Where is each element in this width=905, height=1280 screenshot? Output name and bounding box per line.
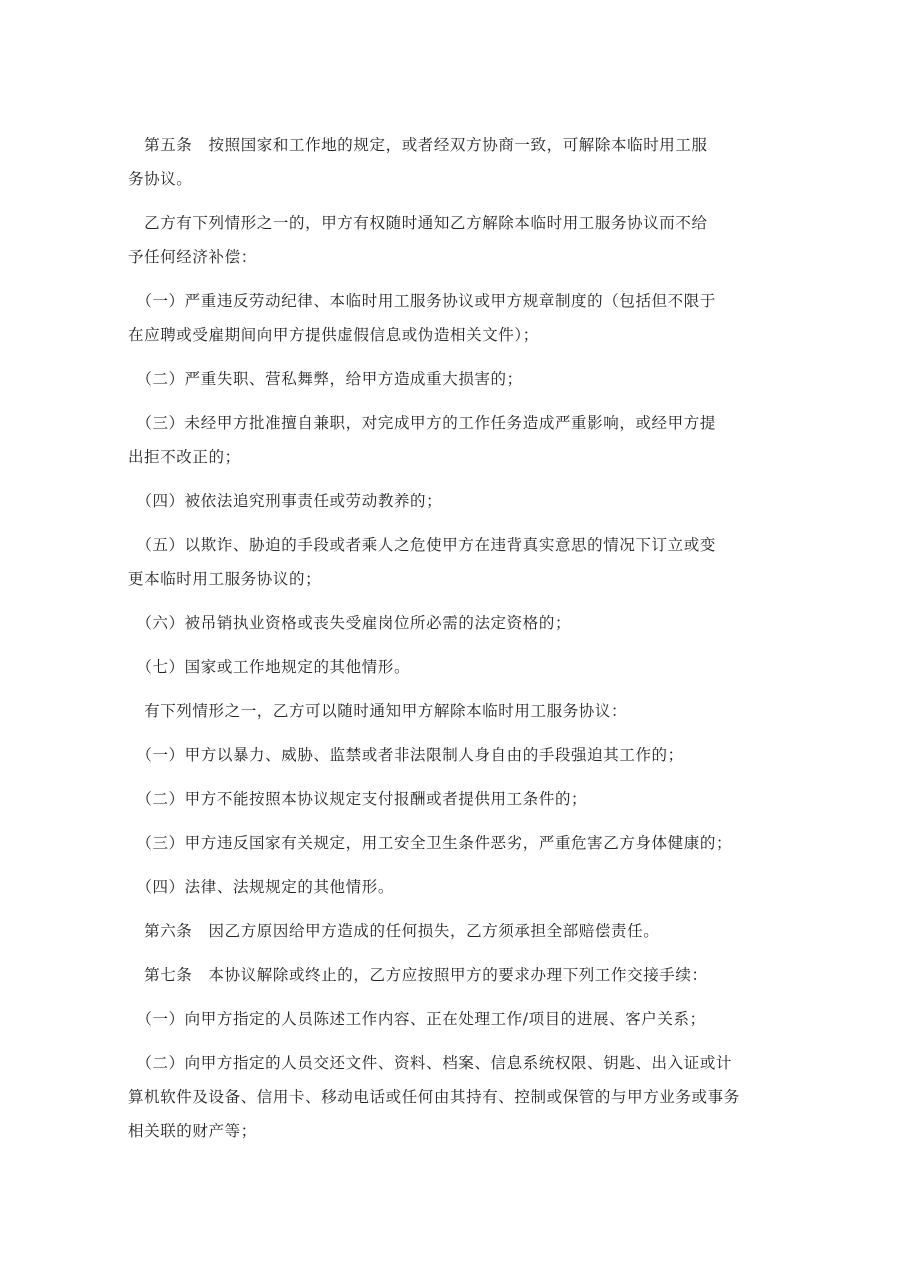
party-a-cases-intro: 有下列情形之一，乙方可以随时通知甲方解除本临时用工服务协议： <box>128 702 628 720</box>
party-b-case-7: （七）国家或工作地规定的其他情形。 <box>128 658 411 676</box>
party-a-case-3: （三）甲方违反国家有关规定，用工安全卫生条件恶劣，严重危害乙方身体健康的； <box>128 834 733 852</box>
party-b-cases-intro: 乙方有下列情形之一的，甲方有权随时通知乙方解除本临时用工服务协议而不给 予任何经济补偿： <box>128 214 708 266</box>
article-5: 第五条 按照国家和工作地的规定，或者经双方协商一致，可解除本临时用工服 务协议。 <box>128 136 708 188</box>
party-a-case-4: （四）法律、法规规定的其他情形。 <box>128 878 394 896</box>
party-a-case-1: （一）甲方以暴力、威胁、监禁或者非法限制人身自由的手段强迫其工作的； <box>128 746 684 764</box>
handover-item-1: （一）向甲方指定的人员陈述工作内容、正在处理工作/项目的进展、客户关系； <box>128 1010 706 1028</box>
party-b-case-2: （二）严重失职、营私舞弊，给甲方造成重大损害的； <box>128 370 523 388</box>
party-b-case-4: （四）被依法追究刑事责任或劳动教养的； <box>128 492 443 510</box>
article-7: 第七条 本协议解除或终止的，乙方应按照甲方的要求办理下列工作交接手续： <box>128 966 708 984</box>
handover-item-2: （二）向甲方指定的人员交还文件、资料、档案、信息系统权限、钥匙、出入证或计 算机软件及设备、信用卡、移动电话或任何由其持有、控制或保管的与甲方业务或事务 相关联的财产等； <box>128 1054 740 1140</box>
party-b-case-3: （三）未经甲方批准擅自兼职，对完成甲方的工作任务造成严重影响，或经甲方提 出拒不改正的； <box>128 414 716 466</box>
party-b-case-5: （五）以欺诈、胁迫的手段或者乘人之危使甲方在违背真实意思的情况下订立或变 更本临时用工服务协议的； <box>128 536 716 588</box>
party-b-case-1: （一）严重违反劳动纪律、本临时用工服务协议或甲方规章制度的（包括但不限于 在应聘或受雇期间向甲方提供虚假信息或伪造相关文件）； <box>128 292 716 344</box>
party-a-case-2: （二）甲方不能按照本协议规定支付报酬或者提供用工条件的； <box>128 790 588 808</box>
article-6: 第六条 因乙方原因给甲方造成的任何损失，乙方须承担全部赔偿责任。 <box>128 922 660 940</box>
party-b-case-6: （六）被吊销执业资格或丧失受雇岗位所必需的法定资格的； <box>128 614 572 632</box>
